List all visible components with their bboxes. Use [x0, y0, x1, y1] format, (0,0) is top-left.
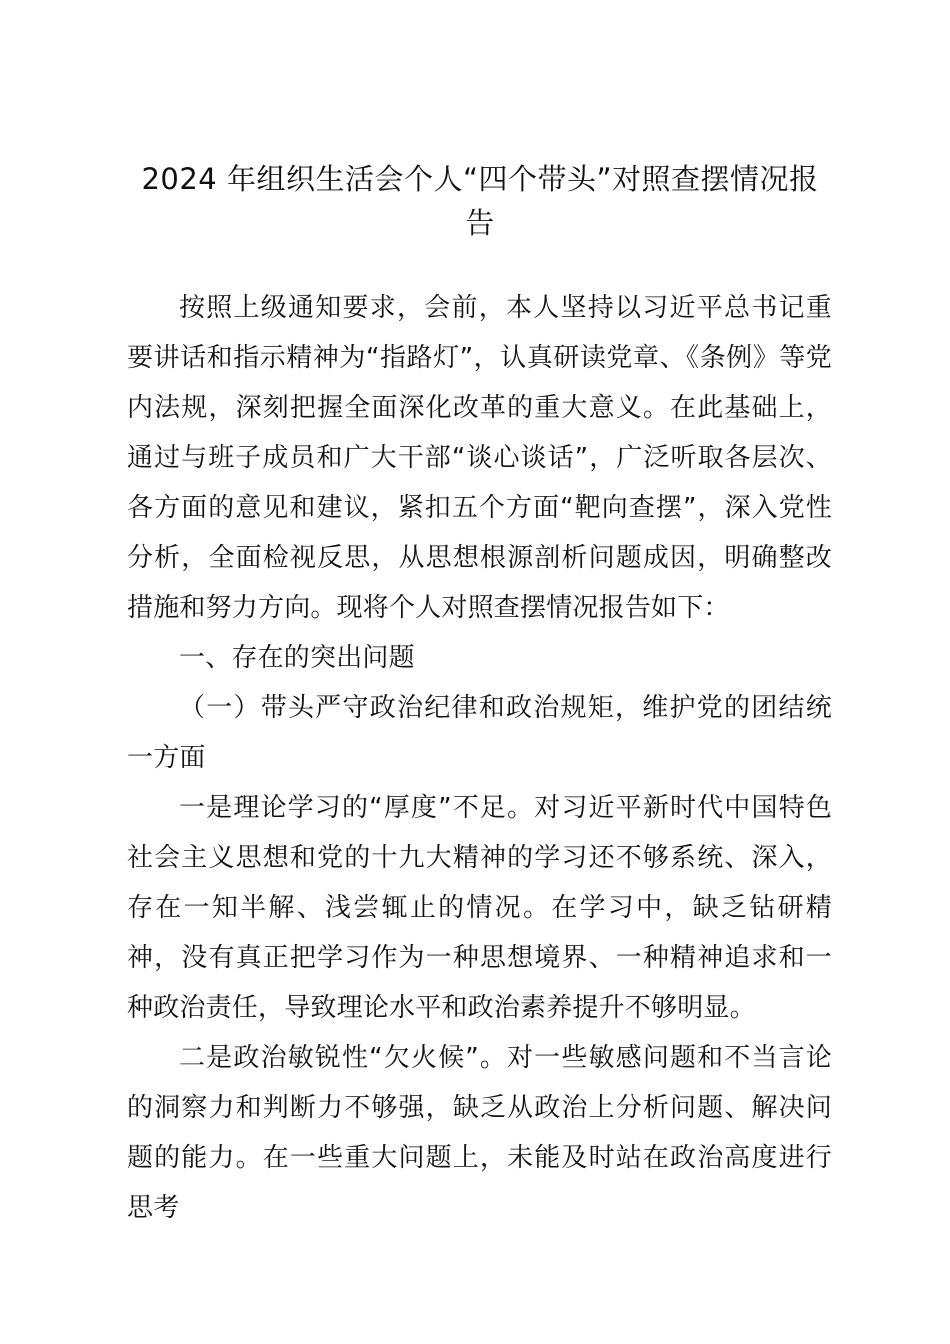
title-line-2: 告	[465, 206, 495, 240]
document-title	[120, 157, 840, 245]
section-heading: 一、存在的突出问题	[179, 643, 415, 673]
subsection-heading: （一）带头严守政治纪律和政治规矩，维护党的团结统一方面	[127, 693, 832, 773]
document-body	[127, 283, 832, 1233]
issue-paragraph-2: 二是政治敏锐性“欠火候”。对一些敏感问题和不当言论的洞察力和判断力不够强，缺乏从政治上分析问题、解决问题的能力。在一些重大问题上，未能及时站在政治高度进行思考	[127, 1043, 832, 1223]
title-line-1: 2024 年组织生活会个人“四个带头”对照查摆情况报	[141, 162, 819, 196]
issue-paragraph-1: 一是理论学习的“厚度”不足。对习近平新时代中国特色社会主义思想和党的十九大精神的学习还不够系统、深入，存在一知半解、浅尝辄止的情况。在学习中，缺乏钻研精神，没有真正把学习作为一种思想境界、一种精神追求和一种政治责任，导致理论水平和政治素养提升不够明显。	[127, 793, 832, 1023]
intro-paragraph: 按照上级通知要求，会前，本人坚持以习近平总书记重要讲话和指示精神为“指路灯”，认真研读党章、《条例》等党内法规，深刻把握全面深化改革的重大意义。在此基础上，通过与班子成员和广大干部“谈心谈话”，广泛听取各层次、各方面的意见和建议，紧扣五个方面“靶向查摆”，深入党性分析，全面检视反思，从思想根源剖析问题成因，明确整改措施和努力方向。现将个人对照查摆情况报告如下：	[127, 293, 832, 623]
